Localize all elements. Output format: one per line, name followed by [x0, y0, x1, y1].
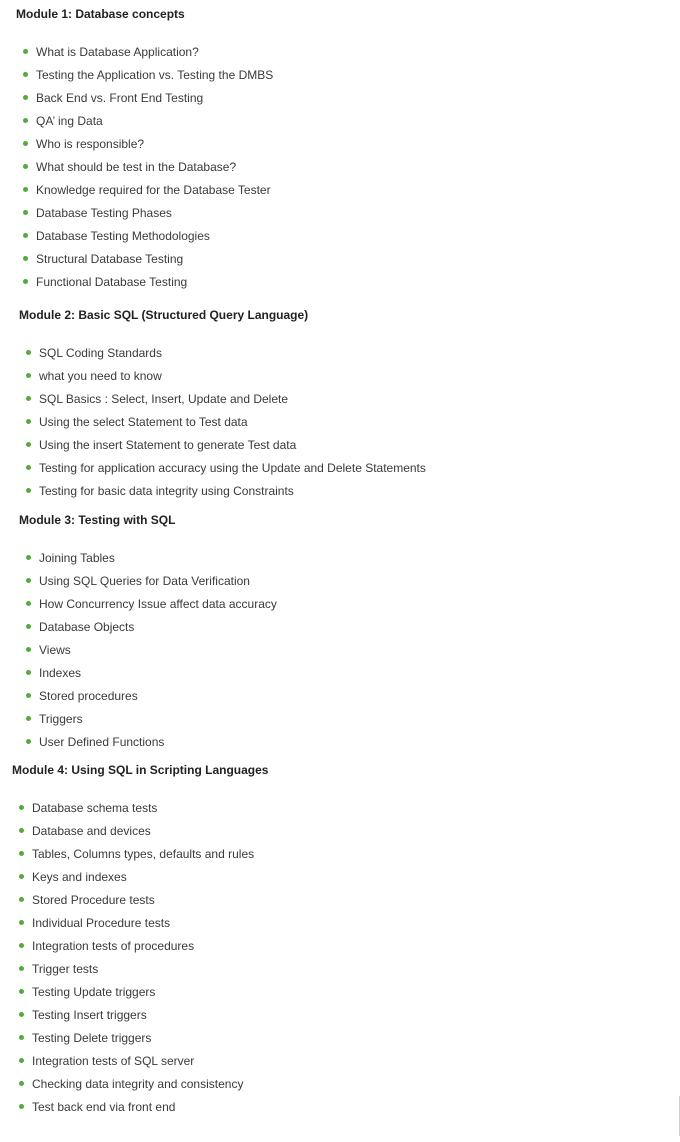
list-item-label: Using the insert Statement to generate Test data [39, 438, 297, 452]
list-item-label: What is Database Application? [36, 45, 199, 59]
bullet-icon [19, 1012, 24, 1017]
bullet-icon [26, 488, 31, 493]
list-item-label: SQL Basics : Select, Insert, Update and Delete [39, 392, 289, 406]
bullet-icon [26, 716, 31, 721]
bullet-icon [26, 555, 31, 560]
list-item-label: Functional Database Testing [36, 275, 188, 289]
bullet-icon [26, 739, 31, 744]
bullet-icon [23, 210, 28, 215]
bullet-icon [23, 233, 28, 238]
list-item-label: SQL Coding Standards [39, 346, 162, 360]
list-item-label: Knowledge required for the Database Tester [36, 183, 271, 197]
list-item-label: Triggers [39, 712, 83, 726]
bullet-icon [26, 419, 31, 424]
list-item-label: Stored Procedure tests [32, 893, 155, 907]
bullet-icon [23, 95, 28, 100]
bullet-icon [19, 897, 24, 902]
bullet-icon [23, 164, 28, 169]
bullet-icon [19, 1104, 24, 1109]
bullet-icon [26, 442, 31, 447]
bullet-icon [19, 874, 24, 879]
bullet-icon [19, 1058, 24, 1063]
bullet-icon [23, 187, 28, 192]
bullet-icon [19, 1081, 24, 1086]
list-item-label: How Concurrency Issue affect data accuracy [39, 597, 277, 611]
list-item-label: What should be test in the Database? [36, 160, 237, 174]
bullet-icon [23, 118, 28, 123]
list-item-label: Trigger tests [32, 962, 99, 976]
list-item-label: Database Testing Phases [36, 206, 172, 220]
bullet-icon [26, 396, 31, 401]
bullet-icon [19, 943, 24, 948]
list-item-label: User Defined Functions [39, 735, 165, 749]
list-item-label: Testing for application accuracy using the Update and Delete Statements [39, 461, 426, 475]
list-item-label: Individual Procedure tests [32, 916, 171, 930]
module-2-title: Module 2: Basic SQL (Structured Query Language) [19, 308, 309, 322]
bullet-icon [26, 670, 31, 675]
list-item-label: Database Testing Methodologies [36, 229, 210, 243]
list-item-label: Database Objects [39, 620, 135, 634]
list-item-label: Integration tests of procedures [32, 939, 195, 953]
module-4-title: Module 4: Using SQL in Scripting Languages [12, 763, 269, 777]
list-item-label: Testing the Application vs. Testing the DMBS [36, 68, 274, 82]
list-item-label: Stored procedures [39, 689, 138, 703]
list-item-label: Views [39, 643, 71, 657]
bullet-icon [19, 851, 24, 856]
list-item-label: what you need to know [39, 369, 162, 383]
bullet-icon [26, 578, 31, 583]
bullet-icon [23, 256, 28, 261]
list-item-label: Using the select Statement to Test data [39, 415, 248, 429]
bullet-icon [19, 828, 24, 833]
list-item-label: Testing Insert triggers [32, 1008, 147, 1022]
bullet-icon [23, 141, 28, 146]
list-item-label: Keys and indexes [32, 870, 127, 884]
bullet-icon [19, 1035, 24, 1040]
bullet-icon [19, 989, 24, 994]
list-item-label: Database and devices [32, 824, 151, 838]
list-item-label: Testing for basic data integrity using Constraints [39, 484, 294, 498]
list-item-label: Checking data integrity and consistency [32, 1077, 244, 1091]
list-item-label: Structural Database Testing [36, 252, 184, 266]
bullet-icon [19, 805, 24, 810]
list-item-label: Tables, Columns types, defaults and rules [32, 847, 255, 861]
list-item-label: Testing Delete triggers [32, 1031, 152, 1045]
bullet-icon [26, 465, 31, 470]
list-item-label: Testing Update triggers [32, 985, 156, 999]
bullet-icon [26, 350, 31, 355]
bullet-icon [23, 72, 28, 77]
bullet-icon [19, 920, 24, 925]
list-item-label: Integration tests of SQL server [32, 1054, 195, 1068]
bullet-icon [26, 647, 31, 652]
list-item-label: Database schema tests [32, 801, 158, 815]
list-item-label: QA’ ing Data [36, 114, 103, 128]
module-3-title: Module 3: Testing with SQL [19, 513, 176, 527]
list-item-label: Test back end via front end [32, 1100, 176, 1114]
bullet-icon [26, 373, 31, 378]
list-item-label: Using SQL Queries for Data Verification [39, 574, 250, 588]
list-item-label: Who is responsible? [36, 137, 145, 151]
module-1-title: Module 1: Database concepts [16, 7, 185, 21]
bullet-icon [23, 279, 28, 284]
bullet-icon [19, 966, 24, 971]
bullet-icon [26, 601, 31, 606]
bullet-icon [26, 624, 31, 629]
list-item-label: Indexes [39, 666, 82, 680]
bullet-icon [23, 49, 28, 54]
list-item-label: Back End vs. Front End Testing [36, 91, 204, 105]
list-item-label: Joining Tables [39, 551, 115, 565]
bullet-icon [26, 693, 31, 698]
